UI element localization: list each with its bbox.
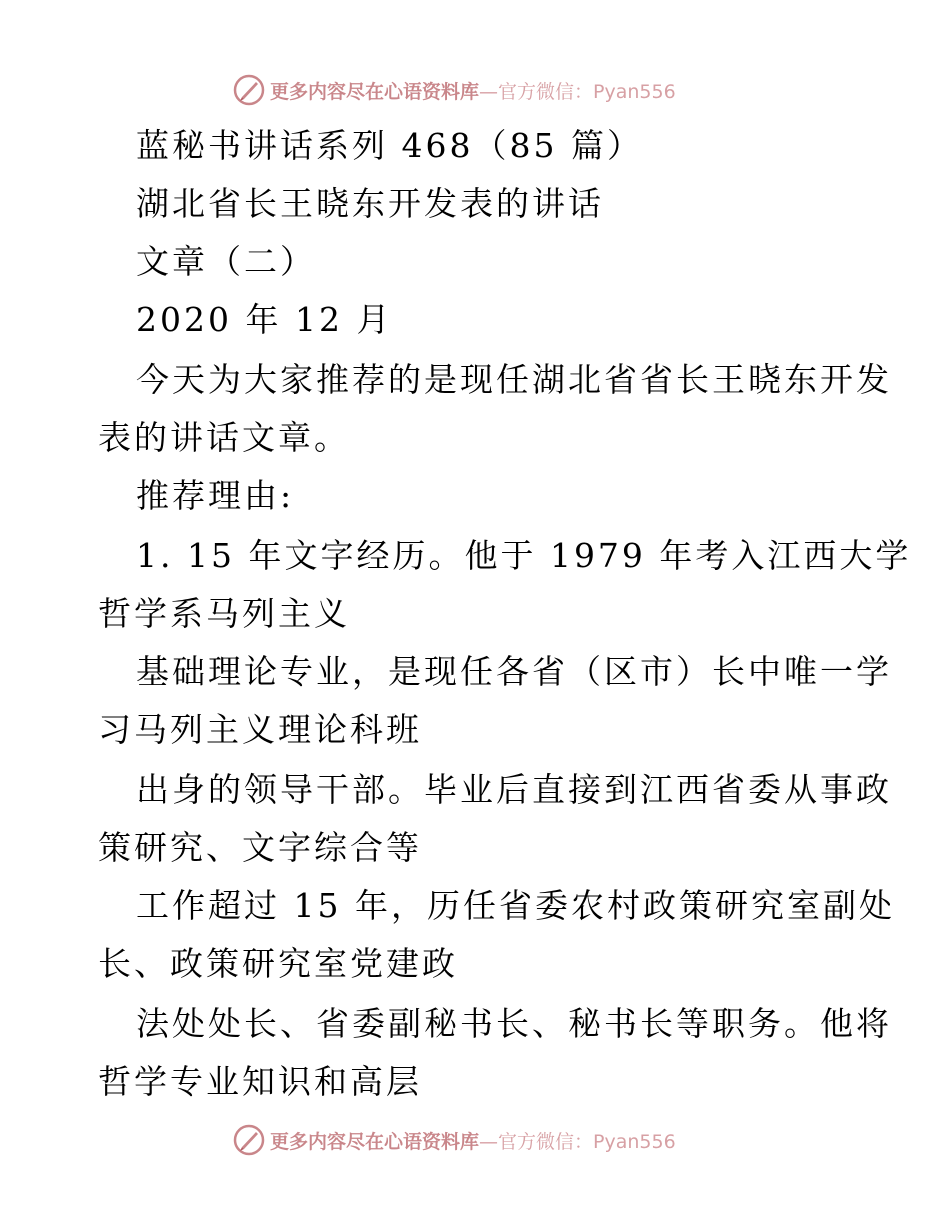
paragraph-line: 哲学专业知识和高层	[98, 1062, 422, 1101]
paragraph-line: 今天为大家推荐的是现任湖北省省长王晓东开发	[136, 360, 892, 399]
paragraph-line: 长、政策研究室党建政	[98, 944, 458, 983]
paragraph-line: 出身的领导干部。毕业后直接到江西省委从事政	[136, 770, 892, 809]
doc-title-line: 文章（二）	[136, 242, 316, 281]
banner-text: 更多内容尽在心语资料库—官方微信：Pyan556	[270, 80, 676, 103]
paragraph-line: 习马列主义理论科班	[98, 710, 422, 749]
paragraph-line: 基础理论专业，是现任各省（区市）长中唯一学	[136, 652, 892, 691]
paragraph-line: 哲学系马列主义	[98, 594, 350, 633]
paragraph-line: 推荐理由:	[136, 476, 295, 515]
paragraph-line: 法处处长、省委副秘书长、秘书长等职务。他将	[136, 1004, 892, 1043]
quill-pen-logo-icon	[232, 1123, 266, 1157]
doc-title-line: 蓝秘书讲话系列 468（85 篇）	[136, 126, 643, 165]
paragraph-line: 策研究、文字综合等	[98, 828, 422, 867]
paragraph-line: 1. 15 年文字经历。他于 1979 年考入江西大学	[136, 536, 912, 575]
footer-banner	[232, 1122, 752, 1158]
paragraph-line: 工作超过 15 年，历任省委农村政策研究室副处	[136, 886, 895, 925]
banner-text: 更多内容尽在心语资料库—官方微信：Pyan556	[270, 1130, 676, 1153]
paragraph-line: 表的讲话文章。	[98, 418, 350, 457]
doc-date-line: 2020 年 12 月	[136, 300, 393, 339]
doc-title-line: 湖北省长王晓东开发表的讲话	[136, 184, 604, 223]
